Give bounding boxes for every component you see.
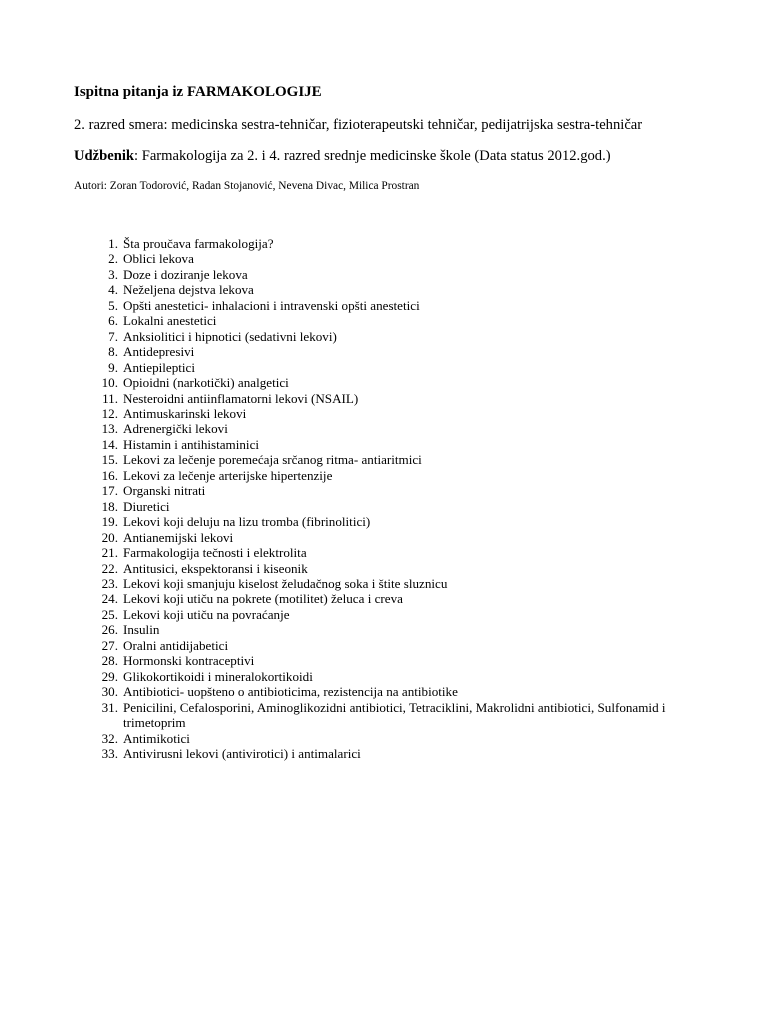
list-item (84, 731, 704, 746)
list-item-text: Antimikotici (123, 730, 190, 746)
document-subtitle: 2. razred smera: medicinska sestra-tehničar, fizioterapeutski tehničar, pedijatrijska sestra-tehničar (74, 117, 643, 133)
list-item-number: 30. (101, 684, 118, 700)
list-item-text: Hormonski kontraceptivi (123, 653, 255, 669)
list-item-text: Organski nitrati (123, 483, 206, 499)
list-item-text: Lekovi za lečenje poremećaja srčanog ritma- antiaritmici (123, 452, 422, 468)
list-item-number: 1. (108, 236, 118, 251)
list-item (84, 360, 704, 375)
list-item-number: 32. (101, 730, 118, 746)
list-item-number: 23. (101, 575, 118, 591)
list-item (84, 622, 704, 637)
list-item-number: 17. (101, 483, 118, 499)
list-item (84, 421, 704, 436)
list-item-number: 28. (101, 653, 118, 669)
list-item-text: Lokalni anestetici (123, 313, 217, 329)
list-item (84, 607, 704, 622)
list-item-number: 7. (108, 328, 118, 344)
list-item-text: Insulin (123, 622, 160, 638)
list-item-text: Histamin i antihistaminici (123, 436, 260, 452)
list-item-number: 6. (108, 313, 118, 329)
list-item-number: 8. (108, 344, 118, 360)
list-item (84, 344, 704, 359)
list-item (84, 530, 704, 545)
list-item-text: Penicilini, Cefalosporini, Aminoglikozidni antibiotici, Tetraciklini, Makrolidni antibiotici, Sulfonamid i trimetoprim (123, 699, 666, 731)
textbook-line (74, 148, 611, 165)
list-item (84, 684, 704, 699)
list-item-text: Šta proučava farmakologija? (123, 236, 274, 251)
list-item (84, 236, 704, 251)
list-item-number: 16. (101, 467, 118, 483)
list-item-text: Anksiolitici i hipnotici (sedativni lekovi) (123, 328, 337, 344)
list-item-text: Doze i doziranje lekova (123, 266, 248, 282)
list-item (84, 375, 704, 390)
list-item-text: Oblici lekova (123, 251, 194, 267)
list-item-number: 3. (108, 266, 118, 282)
list-item-text: Antidepresivi (123, 344, 195, 360)
list-item (84, 561, 704, 576)
list-item (84, 251, 704, 266)
list-item-text: Opšti anestetici- inhalacioni i intravenski opšti anestetici (123, 297, 420, 313)
list-item-number: 11. (102, 390, 118, 406)
list-item-text: Lekovi koji deluju na lizu tromba (fibrinolitici) (123, 514, 371, 530)
list-item (84, 576, 704, 591)
list-item-text: Oralni antidijabetici (123, 637, 229, 653)
list-item-number: 21. (101, 545, 118, 561)
list-item-number: 26. (101, 622, 118, 638)
list-item-text: Opioidni (narkotički) analgetici (123, 375, 289, 391)
list-item-number: 9. (108, 359, 118, 375)
list-item-number: 10. (101, 375, 118, 391)
list-item-number: 2. (108, 251, 118, 267)
document-title: Ispitna pitanja iz FARMAKOLOGIJE (74, 84, 322, 100)
list-item-number: 31. (101, 699, 118, 715)
list-item (84, 391, 704, 406)
list-item-number: 4. (108, 282, 118, 298)
list-item-text: Diuretici (123, 498, 170, 514)
list-item-text: Lekovi koji utiču na povraćanje (123, 606, 290, 622)
list-item-number: 19. (101, 514, 118, 530)
list-item (84, 545, 704, 560)
list-item (84, 669, 704, 684)
list-item-number: 15. (101, 452, 118, 468)
list-item-text: Nesteroidni antiinflamatorni lekovi (NSAIL) (123, 390, 359, 406)
list-item-text: Lekovi koji utiču na pokrete (motilitet) želuca i creva (123, 591, 403, 607)
list-item-number: 14. (101, 436, 118, 452)
list-item-number: 12. (101, 405, 118, 421)
list-item (84, 499, 704, 514)
list-item (84, 282, 704, 297)
textbook-label: Udžbenik (74, 148, 135, 164)
list-item-number: 33. (101, 745, 118, 761)
list-item (84, 700, 704, 731)
list-item (84, 591, 704, 606)
authors-line: Autori: Zoran Todorović, Radan Stojanović, Nevena Divac, Milica Prostran (74, 180, 420, 192)
list-item (84, 298, 704, 313)
list-item-text: Antivirusni lekovi (antivirotici) i antimalarici (123, 745, 361, 761)
list-item (84, 653, 704, 668)
list-item (84, 267, 704, 282)
list-item-number: 25. (101, 606, 118, 622)
list-item-text: Neželjena dejstva lekova (123, 282, 254, 298)
list-item (84, 483, 704, 498)
list-item (84, 638, 704, 653)
list-item-text: Lekovi koji smanjuju kiselost želudačnog soka i štite sluznicu (123, 575, 448, 591)
textbook-text: : Farmakologija za 2. i 4. razred srednje medicinske škole (Data status 2012.god.) (134, 148, 611, 164)
list-item-number: 24. (101, 591, 118, 607)
list-item (84, 452, 704, 467)
list-item-text: Antianemijski lekovi (123, 529, 234, 545)
list-item-number: 22. (101, 560, 118, 576)
list-item-number: 27. (101, 637, 118, 653)
list-item-text: Adrenergički lekovi (123, 421, 228, 437)
list-item-text: Antibiotici- uopšteno o antibioticima, rezistencija na antibiotike (123, 684, 458, 700)
list-item-number: 18. (101, 498, 118, 514)
list-item-number: 29. (101, 668, 118, 684)
list-item-number: 20. (101, 529, 118, 545)
list-item (84, 437, 704, 452)
list-item-number: 5. (108, 297, 118, 313)
list-item (84, 746, 704, 761)
list-item-text: Antimuskarinski lekovi (123, 405, 247, 421)
question-list (84, 236, 704, 761)
list-item-text: Lekovi za lečenje arterijske hipertenzije (123, 467, 333, 483)
list-item (84, 468, 704, 483)
list-item (84, 406, 704, 421)
list-item-text: Farmakologija tečnosti i elektrolita (123, 545, 307, 561)
list-item-text: Antiepileptici (123, 359, 195, 375)
list-item-text: Glikokortikoidi i mineralokortikoidi (123, 668, 313, 684)
list-item-number: 13. (101, 421, 118, 437)
list-item (84, 329, 704, 344)
list-item (84, 313, 704, 328)
list-item (84, 514, 704, 529)
list-item-text: Antitusici, ekspektoransi i kiseonik (123, 560, 308, 576)
